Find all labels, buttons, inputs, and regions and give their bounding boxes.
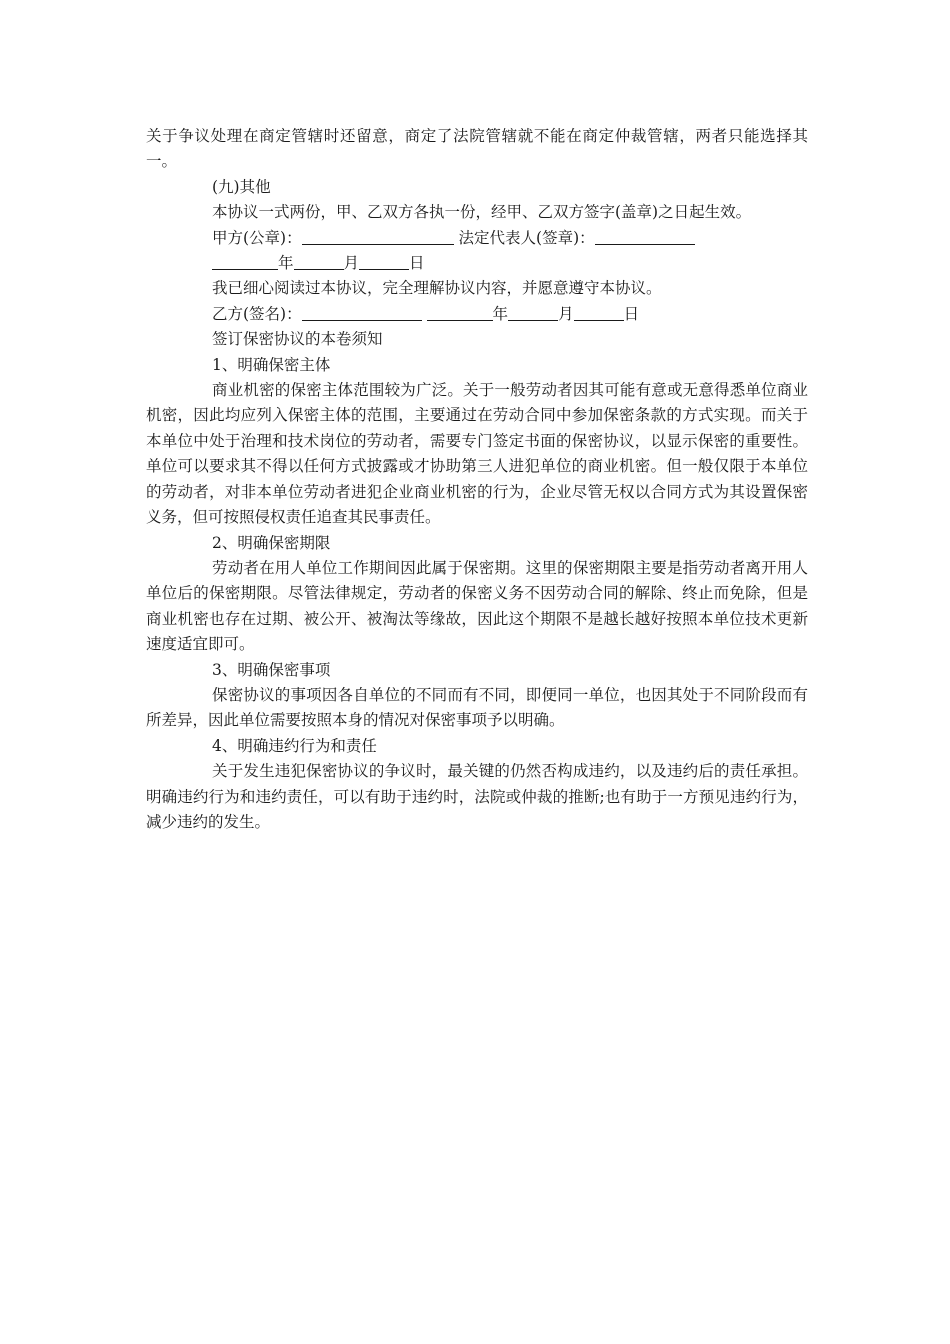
- effectiveness-paragraph: 本协议一式两份，甲、乙双方各执一份，经甲、乙双方签字(盖章)之日起生效。: [212, 203, 752, 222]
- party-a-day-blank[interactable]: [359, 253, 409, 270]
- acknowledgement-paragraph: 我已细心阅读过本协议，完全理解协议内容，并愿意遵守本协议。: [212, 279, 662, 298]
- party-b-year-blank[interactable]: [427, 304, 493, 321]
- legal-rep-label: 法定代表人(签章)：: [458, 228, 595, 247]
- party-a-signature-line: [146, 226, 808, 251]
- section-4-body: 关于发生违犯保密协议的争议时，最关键的仍然否构成违约，以及违约后的责任承担。明确违约行为和违约责任，可以有助于违约时，法院或仲裁的推断;也有助于一方预见违约行为，减少违约的发生。: [146, 762, 808, 831]
- party-a-label: 甲方(公章)：: [212, 228, 302, 247]
- party-b-day-blank[interactable]: [574, 304, 624, 321]
- section-2-title: 2、明确保密期限: [212, 533, 331, 552]
- dispute-paragraph: 关于争议处理在商定管辖时还留意，商定了法院管辖就不能在商定仲裁管辖，两者只能选择其一。: [146, 127, 808, 171]
- party-a-month-blank[interactable]: [294, 253, 344, 270]
- party-b-month-blank[interactable]: [508, 304, 558, 321]
- section-3-title: 3、明确保密事项: [212, 660, 331, 679]
- party-a-date-line: [146, 251, 808, 276]
- year-label: 年: [278, 254, 294, 273]
- section-4-title: 4、明确违约行为和责任: [212, 736, 377, 755]
- day-label: 日: [409, 254, 425, 273]
- section-1-body: 商业机密的保密主体范围较为广泛。关于一般劳动者因其可能有意或无意得悉单位商业机密，因此均应列入保密主体的范围，主要通过在劳动合同中参加保密条款的方式实现。而关于本单位中处于治理和技术岗位的劳动者，需要专门签定书面的保密协议，以显示保密的重要性。单位可以要求其不得以任何方式披露或才协助第三人进犯单位的商业机密。但一般仅限于本单位的劳动者，对非本单位劳动者进犯企业商业机密的行为，企业尽管无权以合同方式为其设置保密义务，但可按照侵权责任追查其民事责任。: [146, 381, 808, 527]
- document-body: [146, 124, 808, 835]
- party-a-year-blank[interactable]: [212, 253, 278, 270]
- party-b-label: 乙方(签名)：: [212, 304, 302, 323]
- section-1-title: 1、明确保密主体: [212, 355, 331, 374]
- party-b-blank[interactable]: [302, 304, 422, 321]
- section-2-body: 劳动者在用人单位工作期间因此属于保密期。这里的保密期限主要是指劳动者离开用人单位后的保密期限。尽管法律规定，劳动者的保密义务不因劳动合同的解除、终止而免除，但是商业机密也存在过期、被公开、被淘汰等缘故，因此这个期限不是越长越好按照本单位技术更新速度适宜即可。: [146, 558, 808, 654]
- year-label: 年: [492, 304, 509, 323]
- month-label: 月: [343, 254, 360, 273]
- party-a-blank[interactable]: [302, 228, 454, 245]
- legal-rep-blank[interactable]: [595, 228, 695, 245]
- day-label: 日: [623, 304, 640, 323]
- notice-title: 签订保密协议的本卷须知: [212, 330, 383, 349]
- section-3-body: 保密协议的事项因各自单位的不同而有不同，即便同一单位，也因其处于不同阶段而有所差异，因此单位需要按照本身的情况对保密事项予以明确。: [146, 685, 808, 730]
- section-other-heading: (九)其他: [212, 177, 271, 196]
- party-b-signature-line: [146, 302, 808, 327]
- month-label: 月: [558, 304, 574, 323]
